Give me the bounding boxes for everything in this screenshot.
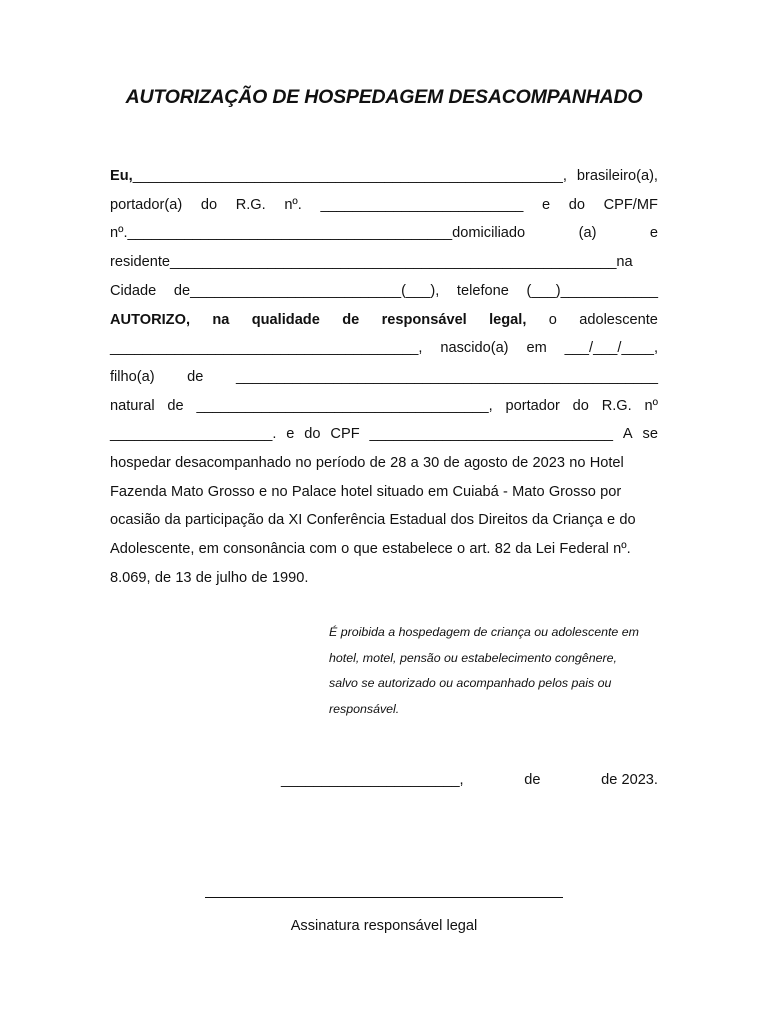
form-text: residente_______________________________________________________na bbox=[110, 254, 633, 271]
paragraph-line: ocasião da participação da XI Conferência Estadual dos Direitos da Criança e do bbox=[110, 512, 636, 529]
form-text: A bbox=[622, 426, 633, 443]
form-line bbox=[110, 363, 658, 392]
form-text: ___/___/____, bbox=[564, 340, 658, 357]
form-text: nascido(a) bbox=[440, 340, 509, 357]
form-text: brasileiro(a), bbox=[576, 168, 658, 184]
form-text: portador(a) bbox=[110, 196, 183, 213]
form-text: R.G. bbox=[601, 397, 632, 414]
form-text: de bbox=[342, 311, 360, 328]
form-text: se bbox=[642, 426, 658, 443]
form-line bbox=[110, 248, 658, 277]
form-line bbox=[110, 277, 658, 306]
form-text: e bbox=[542, 196, 551, 213]
form-text: ______________________________ bbox=[369, 426, 613, 443]
form-body bbox=[110, 162, 658, 593]
form-text: legal, bbox=[489, 311, 527, 328]
paragraph-line: Adolescente, em consonância com o que estabelece o art. 82 da Lei Federal nº. bbox=[110, 541, 631, 558]
form-text: de__________________________(___), bbox=[173, 282, 440, 299]
note-line: É proibida a hospedagem de criança ou adolescente em bbox=[329, 625, 639, 639]
form-text: ____________________. bbox=[110, 426, 277, 443]
date-part: de bbox=[524, 772, 541, 788]
form-text: ____________________________________, bbox=[196, 397, 493, 414]
form-text: CPF bbox=[330, 426, 360, 443]
form-text: R.G. bbox=[235, 196, 266, 213]
form-text: na bbox=[212, 311, 230, 328]
date-line bbox=[281, 772, 658, 788]
form-text: e bbox=[286, 426, 295, 443]
form-line bbox=[110, 191, 658, 220]
form-text: ____________________________________________________ bbox=[235, 368, 658, 385]
document-title: AUTORIZAÇÃO DE HOSPEDAGEM DESACOMPANHADO bbox=[125, 86, 643, 108]
note-line: responsável. bbox=[329, 701, 400, 716]
form-line bbox=[110, 162, 658, 191]
form-text: Cidade bbox=[110, 282, 157, 299]
form-text: CPF/MF bbox=[603, 196, 658, 213]
paragraph-line: 8.069, de 13 de julho de 1990. bbox=[110, 569, 309, 586]
form-text: _________________________ bbox=[320, 196, 524, 213]
paragraph-line: Fazenda Mato Grosso e no Palace hotel situado em Cuiabá - Mato Grosso por bbox=[110, 483, 622, 500]
form-text: do bbox=[572, 397, 589, 414]
form-lines bbox=[110, 162, 658, 449]
form-text: adolescente bbox=[579, 311, 658, 328]
form-text: responsável bbox=[381, 311, 467, 328]
form-text: de bbox=[187, 368, 204, 385]
authorization-paragraph bbox=[110, 449, 658, 593]
form-text: o bbox=[548, 311, 557, 328]
form-line bbox=[110, 392, 658, 421]
signature-line bbox=[205, 897, 563, 898]
form-line bbox=[110, 306, 658, 335]
form-text: telefone bbox=[456, 282, 509, 299]
form-text: (___)____________ bbox=[526, 282, 658, 299]
form-text: do bbox=[200, 196, 218, 213]
form-text: nº bbox=[644, 397, 658, 414]
form-text: do bbox=[568, 196, 585, 213]
form-text: em bbox=[526, 340, 547, 357]
note-line: hotel, motel, pensão ou estabelecimento congênere, bbox=[329, 650, 617, 665]
legal-note bbox=[329, 620, 661, 722]
note-line: salvo se autorizado ou acompanhado pelos pais ou bbox=[329, 676, 612, 690]
date-part: de 2023. bbox=[601, 772, 658, 788]
form-line bbox=[110, 420, 658, 449]
form-text: natural bbox=[110, 397, 155, 414]
form-text: portador bbox=[505, 397, 560, 414]
form-line bbox=[110, 219, 658, 248]
form-text: ______________________________________, bbox=[110, 340, 423, 357]
form-text: AUTORIZO, bbox=[110, 311, 190, 328]
paragraph-line: hospedar desacompanhado no período de 28 a 30 de agosto de 2023 no Hotel bbox=[110, 455, 624, 472]
form-text: e bbox=[649, 225, 658, 242]
form-text: filho(a) bbox=[110, 368, 155, 385]
date-part: ______________________, bbox=[281, 772, 464, 788]
signature-label: Assinatura responsável legal bbox=[290, 918, 478, 934]
form-text: Eu,_____________________________________________________, bbox=[110, 168, 567, 184]
form-text: qualidade bbox=[251, 311, 320, 328]
form-line bbox=[110, 334, 658, 363]
form-text: nº.________________________________________domiciliado bbox=[110, 225, 526, 242]
form-text: nº. bbox=[284, 196, 302, 213]
form-text: de bbox=[167, 397, 184, 414]
form-text: do bbox=[304, 426, 321, 443]
form-text: (a) bbox=[578, 225, 597, 242]
